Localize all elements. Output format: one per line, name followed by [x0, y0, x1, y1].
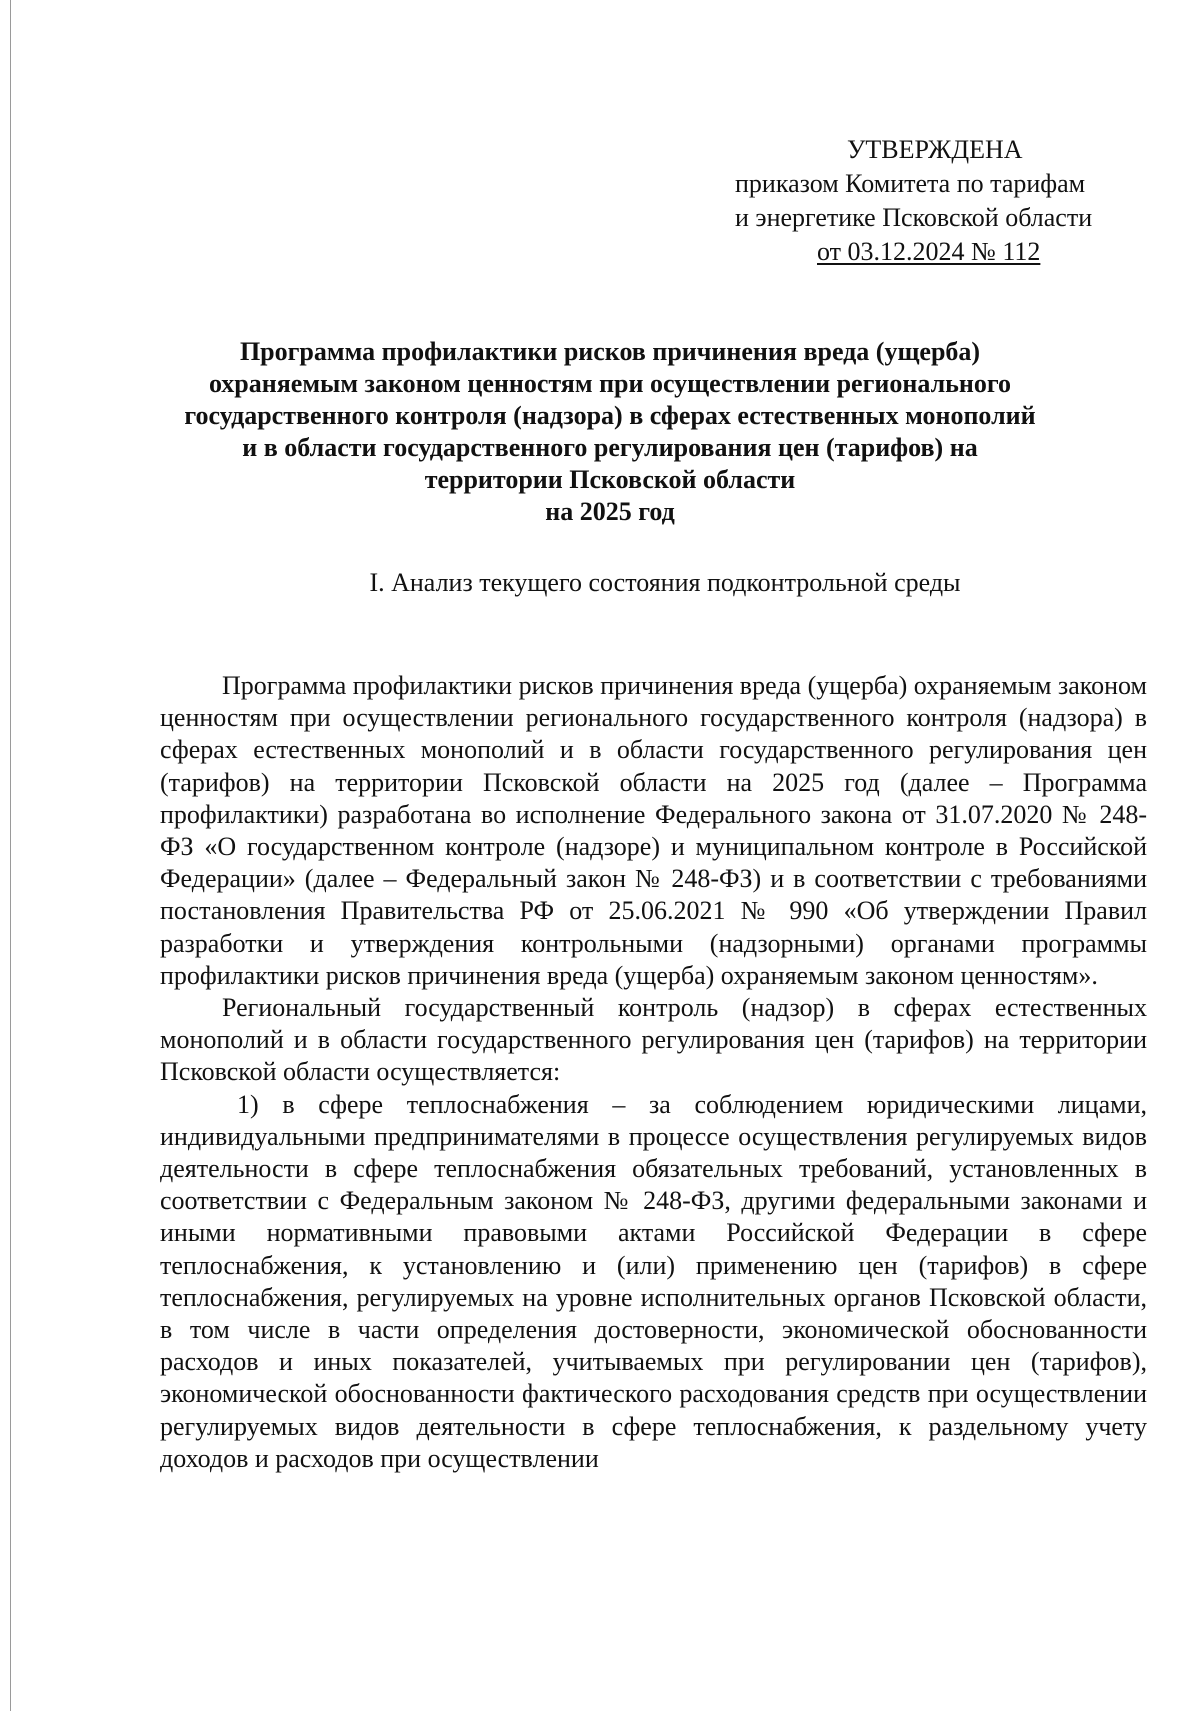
approval-stamp — [735, 133, 1155, 269]
paragraph-control-scope: Региональный государственный контроль (надзор) в сферах естественных монополий и в области государственного регулирования цен (тарифов) на территории Псковской области осуществляется: — [160, 993, 1147, 1087]
approval-title: УТВЕРЖДЕНА — [847, 135, 1023, 164]
paragraph-heat-supply-item: 1) в сфере теплоснабжения – за соблюдением юридическими лицами, индивидуальными предпринимателями в процессе осуществления регулируемых видов деятельности в сфере теплоснабжения обязательных требований, установленных в соответствии с Федеральным законом № 248-ФЗ, другими федеральными законами и иными нормативными правовыми актами Российской Федерации в сфере теплоснабжения, к установлению и (или) применению цен (тарифов) в сфере теплоснабжения, регулируемых на уровне исполнительных органов Псковской области, в том числе в части определения достоверности, экономической обоснованности расходов и иных показателей, учитываемых при регулировании цен (тарифов), экономической обоснованности фактического расходования средств при осуществлении регулируемых видов деятельности в сфере теплоснабжения, к раздельному учету доходов и расходов при осуществлении — [160, 1089, 1147, 1473]
title-line-6: на 2025 год — [545, 497, 675, 526]
title-line-3: государственного контроля (надзора) в сферах естественных монополий — [184, 401, 1036, 430]
document-body — [160, 670, 1147, 1475]
approval-order-line: приказом Комитета по тарифам — [735, 169, 1086, 198]
page-edge-line — [10, 0, 11, 1711]
title-line-4: и в области государственного регулирования цен (тарифов) на — [242, 433, 978, 462]
section-heading: I. Анализ текущего состояния подконтрольной среды — [369, 568, 961, 597]
approval-committee-line: и энергетике Псковской области — [735, 203, 1093, 232]
approval-date-text: от 03.12.2024 № 112 — [817, 237, 1041, 266]
title-line-5: территории Псковской области — [424, 465, 796, 494]
title-line-2: охраняемым законом ценностям при осуществлении регионального — [208, 369, 1012, 398]
approval-date-number — [735, 235, 1155, 269]
document-title — [150, 336, 1070, 528]
title-line-1: Программа профилактики рисков причинения вреда (ущерба) — [239, 337, 981, 366]
paragraph-program-basis: Программа профилактики рисков причинения вреда (ущерба) охраняемым законом ценностям при осуществлении регионального государственного контроля (надзора) в сферах естественных монополий и в области государственного регулирования цен (тарифов) на территории Псковской области на 2025 год (далее – Программа профилактики) разработана во исполнение Федерального закона от 31.07.2020 № 248-ФЗ «О государственном контроле (надзоре) и муниципальном контроле в Российской Федерации» (далее – Федеральный закон № 248-ФЗ) и в соответствии с требованиями постановления Правительства РФ от 25.06.2021 № 990 «Об утверждении Правил разработки и утверждения контрольными (надзорными) органами программы профилактики рисков причинения вреда (ущерба) охраняемым законом ценностям». — [160, 671, 1147, 990]
